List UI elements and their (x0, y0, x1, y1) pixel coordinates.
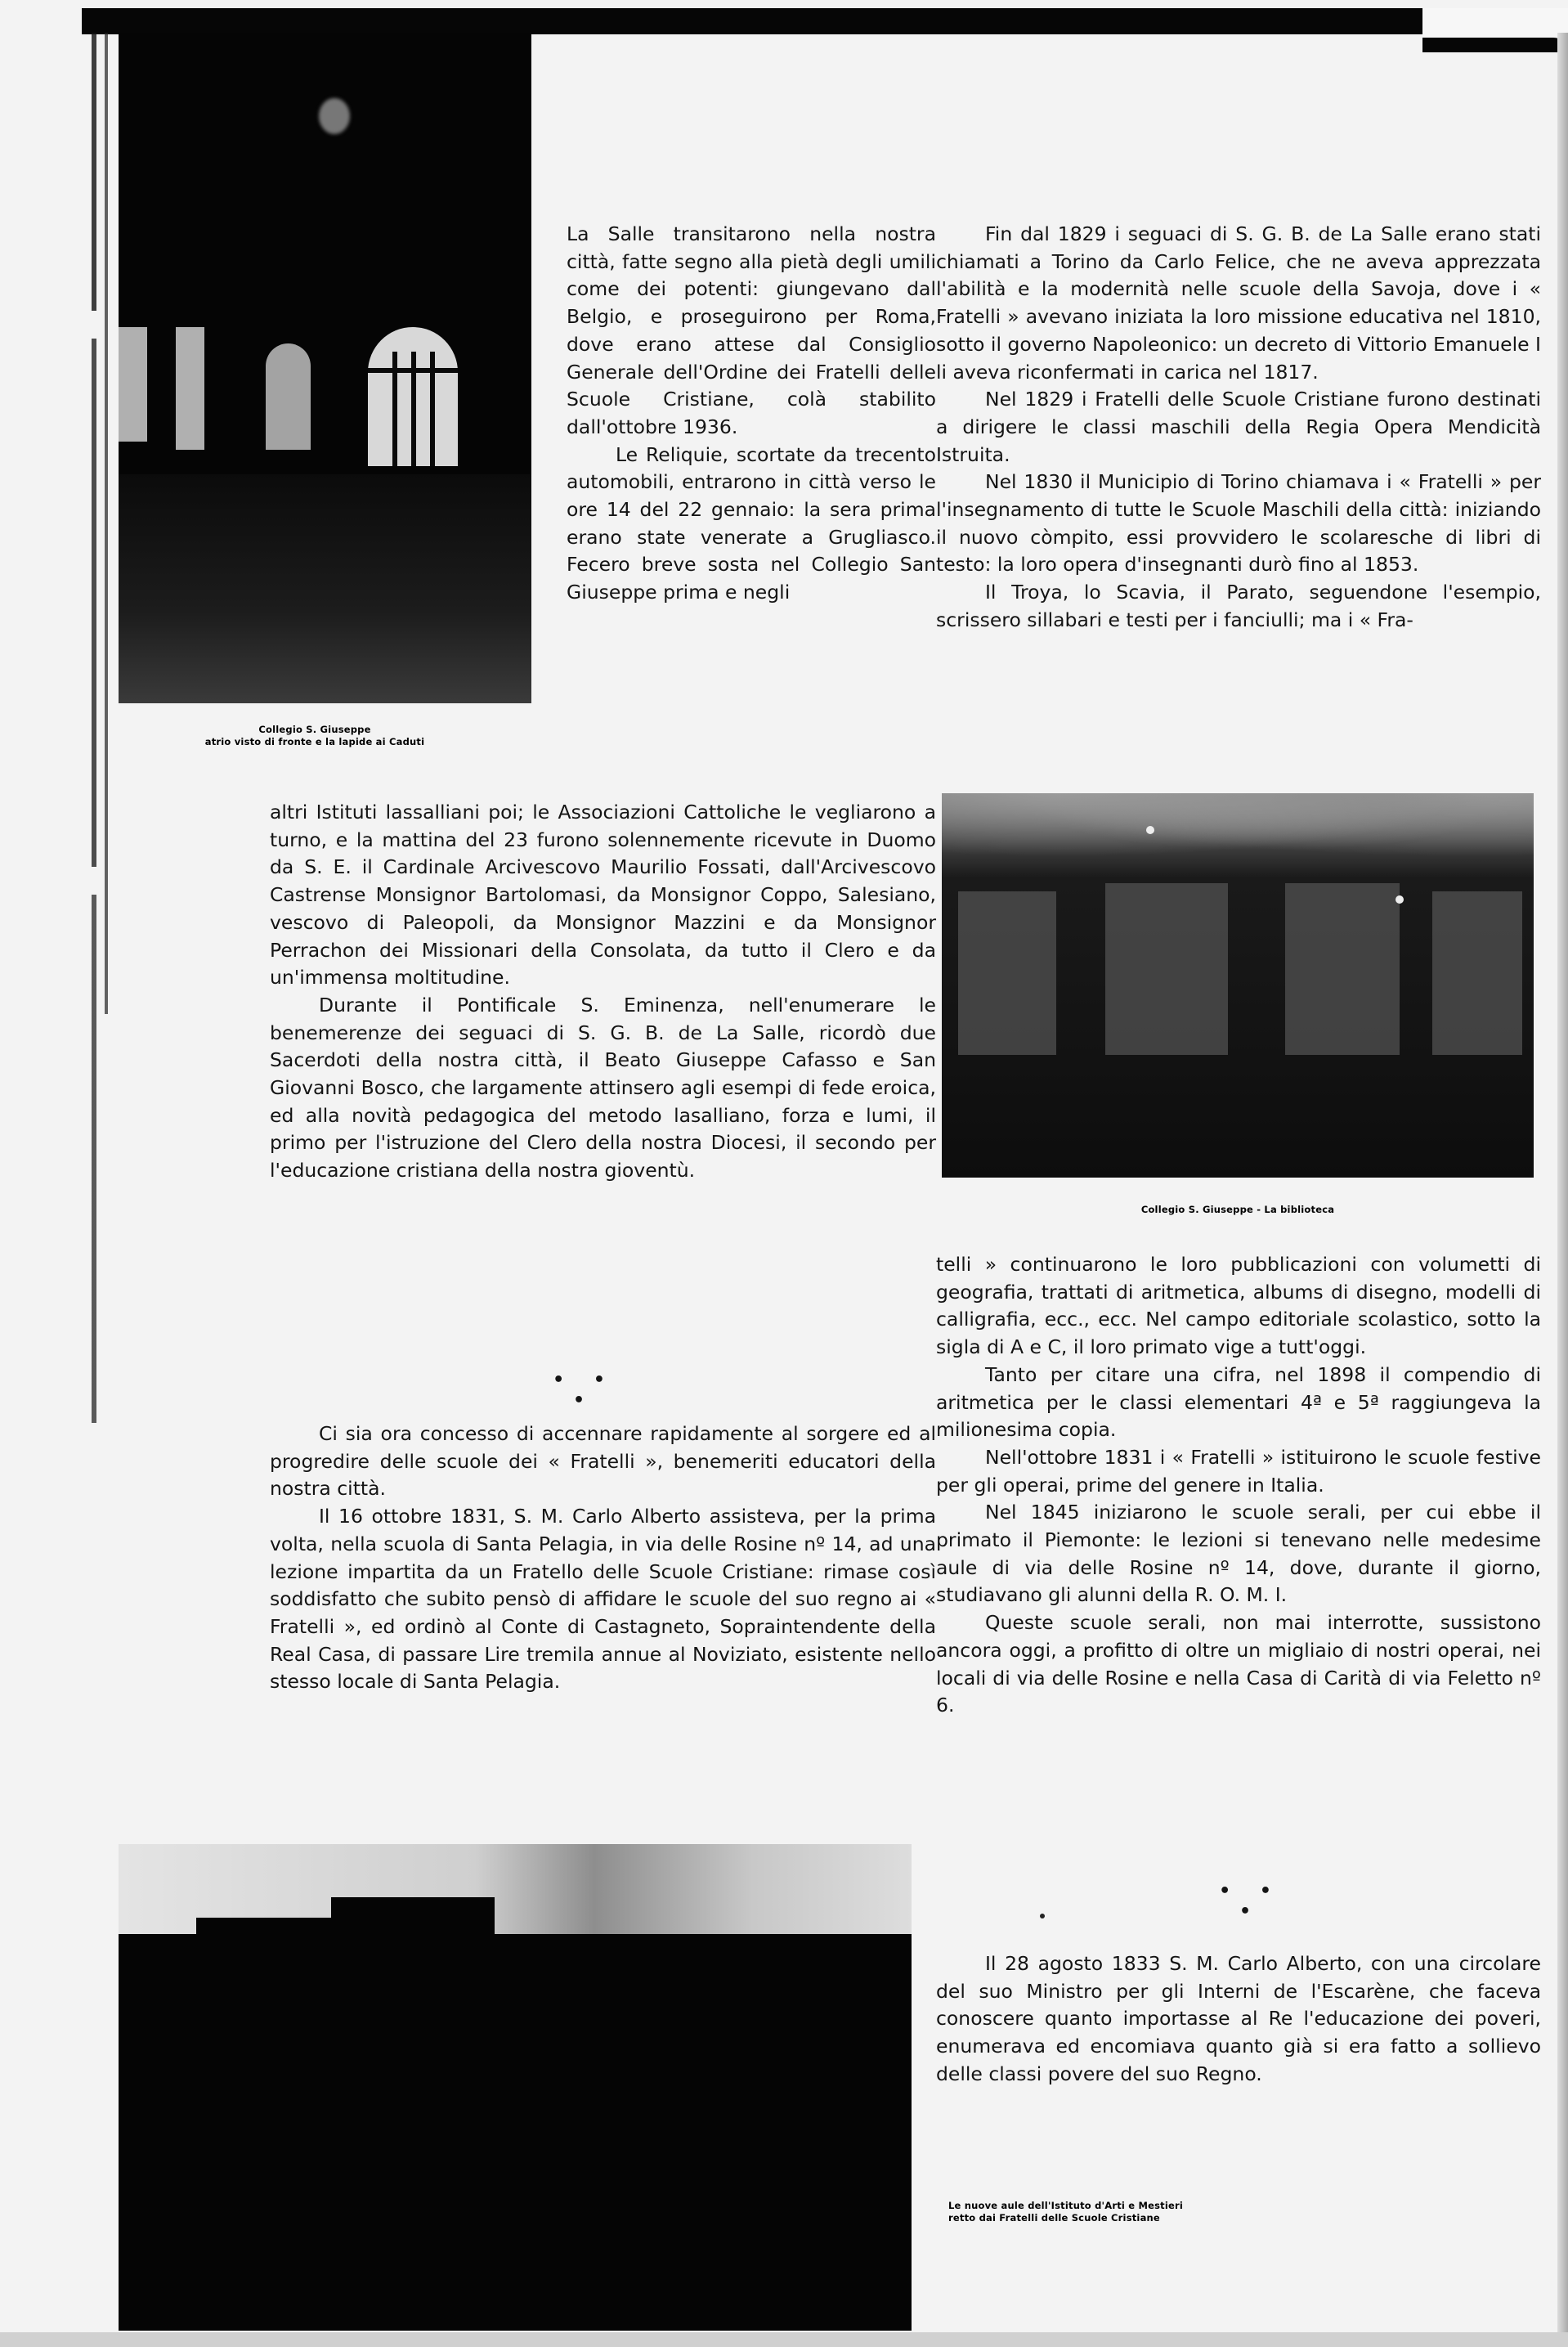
article-column-right-end (936, 1950, 1541, 2089)
section-separator: • • • (553, 1370, 616, 1411)
atrium-caption (106, 724, 523, 748)
bookshelf (1285, 883, 1400, 1055)
bookshelf (1432, 891, 1522, 1055)
page-top-tab (1422, 8, 1568, 38)
page-top-border (82, 8, 1455, 34)
page-bottom-edge (0, 2332, 1568, 2347)
library-caption: Collegio S. Giuseppe - La biblioteca (1140, 1204, 1335, 1215)
paragraph: Tanto per citare una cifra, nel 1898 il compendio di aritmetica per le classi elementari 4ª e 5ª raggiungeva la milionesima copia. (936, 1362, 1541, 1442)
building-caption (948, 2200, 1406, 2224)
binding-gutter-inner (105, 33, 108, 1014)
ceiling-lamp (319, 98, 350, 134)
article-column-right (936, 221, 1541, 635)
library-photo (942, 793, 1534, 1178)
bookshelf (958, 891, 1056, 1055)
atrium-photo (119, 33, 531, 703)
paragraph: Il Troya, lo Scavia, il Parato, seguendone l'esempio, scrissero sillabari e testi per i fanciulli; ma i « Fra- (936, 581, 1541, 631)
roof-tower (331, 1897, 495, 1946)
paragraph: Fin dal 1829 i seguaci di S. G. B. de La Salle erano stati chiamati a Torino da Carlo Felice, che ne aveva apprezzata l'abilità e la modernità nelle scuole della Savoja, dove i « Fratelli » avevano iniziata la loro missione educativa nel 1810, sotto il governo Napoleonico: un decreto di Vittorio Emanuele I li aveva riconfermati in carica nel 1817. (936, 222, 1541, 384)
paragraph: Ci sia ora concesso di accennare rapidamente al sorgere ed al progredire delle scuole dei « Fratelli », benemeriti educatori della nostra città. (270, 1422, 936, 1501)
bookshelf (1105, 883, 1228, 1055)
paragraph: Nel 1829 i Fratelli delle Scuole Cristiane furono destinati a dirigere le classi maschili della Regia Opera Mendicità Istruita. (936, 388, 1541, 466)
light-fixture (1146, 826, 1154, 834)
paragraph: Nel 1830 il Municipio di Torino chiamava i « Fratelli » per l'insegnamento di tutte le Scuole Maschili della città: iniziando il nuovo còmpito, essi provvidero le scolaresche di libri di testo: la loro opera d'insegnanti durò fino al 1853. (936, 470, 1541, 577)
article-column-left-continued (270, 1420, 936, 1696)
article-column-middle (567, 221, 936, 607)
light-fixture (1396, 895, 1404, 904)
caption-line: Le nuove aule dell'Istituto d'Arti e Mestieri (948, 2200, 1183, 2211)
print-speck (1040, 1914, 1045, 1918)
article-column-left (270, 799, 936, 1185)
window-left-2 (176, 327, 204, 450)
caption-line: Collegio S. Giuseppe (258, 724, 371, 735)
caption-line: atrio visto di fronte e la lapide ai Caduti (204, 736, 425, 747)
building-photo (119, 1844, 912, 2331)
section-separator: • • • (1219, 1881, 1283, 1922)
paragraph: Queste scuole serali, non mai interrotte, sussistono ancora oggi, a profitto di oltre un migliaio di nostri operai, nei locali di via delle Rosine e nella Casa di Carità di via Feletto nº 6. (936, 1611, 1541, 1717)
paragraph: altri Istituti lassalliani poi; le Associazioni Cattoliche le vegliarono a turno, e la mattina del 23 furono solennemente ricevute in Duomo da S. E. il Cardinale Arcivescovo Maurilio Fossati, dall'Arcivescovo Castrense Monsignor Bartolomasi, da Monsignor Coppo, Salesiano, vescovo di Paleopoli, da Monsignor Mazzini e da Monsignor Perrachon dei Missionari della Consolata, da tutto il Clero e da un'immensa moltitudine. (270, 801, 936, 990)
page-top-border-right (1422, 38, 1568, 52)
binding-gutter (92, 33, 96, 1423)
atrium-floor (119, 474, 531, 703)
window-left (119, 327, 147, 442)
arched-window-small (266, 343, 311, 450)
paragraph: Nell'ottobre 1831 i « Fratelli » istituirono le scuole festive per gli operai, prime del genere in Italia. (936, 1445, 1541, 1497)
paragraph: telli » continuarono le loro pubblicazioni con volumetti di geografia, trattati di aritmetica, albums di disegno, modelli di calligrafia, ecc., ecc. Nel campo editoriale scolastico, sotto la sigla di A e C, il loro primato vige a tutt'oggi. (936, 1253, 1541, 1359)
paragraph: La Salle transitarono nella nostra città, fatte segno alla pietà degli umili come dei potenti: giungevano dal Belgio, e proseguirono per Roma, dove erano attese dal Consiglio Generale dell'Ordine dei Fratelli delle Scuole Cristiane, colà stabilito dall'ottobre 1936. (567, 222, 936, 438)
paragraph: Il 16 ottobre 1831, S. M. Carlo Alberto assisteva, per la prima volta, nella scuola di Santa Pelagia, in via delle Rosine nº 14, ad una lezione impartita da un Fratello delle Scuole Cristiane: rimase così soddisfatto che subito pensò di affidare le scuole del suo regno ai « Fratelli », ed ordinò al Conte di Castagneto, Sopraintendente della Real Casa, di passare Lire tremila annue al Noviziato, esistente nello stesso locale di Santa Pelagia. (270, 1505, 936, 1694)
paragraph: Il 28 agosto 1833 S. M. Carlo Alberto, con una circolare del suo Ministro per gli Interni de l'Escarène, che faceva conoscere quanto importasse al Re l'educazione dei poveri, enumerava ed encomiava quanto già si era fatto a sollievo delle classi povere del suo Regno. (936, 1952, 1541, 2085)
page-right-edge (1557, 33, 1568, 2347)
article-column-right-continued (936, 1251, 1541, 1720)
caption-line: retto dai Fratelli delle Scuole Cristiane (948, 2212, 1160, 2224)
vaulted-ceiling (942, 793, 1534, 867)
paragraph: Le Reliquie, scortate da trecento automobili, entrarono in città verso le ore 14 del 22 gennaio: la sera prima erano state venerate a Grugliasco. Fecero breve sosta nel Collegio San Giuseppe prima e negli (567, 442, 936, 604)
paragraph: Durante il Pontificale S. Eminenza, nell'enumerare le benemerenze dei seguaci di S. G. B. de La Salle, ricordò due Sacerdoti della nostra città, il Beato Giuseppe Cafasso e San Giovanni Bosco, che largamente attinsero agli esempi di fede eroica, ed alla novità pedagogica del metodo lasalliano, forza e lumi, il primo per l'istruzione del Clero della nostra Diocesi, il secondo per l'educazione cristiana della nostra gioventù. (270, 993, 936, 1182)
paragraph: Nel 1845 iniziarono le scuole serali, per cui ebbe il primato il Piemonte: le lezioni si tenevano nelle medesime aule di via delle Rosine nº 14, dove, durante il giorno, studiavano gli alunni della R. O. M. I. (936, 1501, 1541, 1607)
window-transom (368, 368, 458, 373)
building-facade (119, 1934, 912, 2331)
